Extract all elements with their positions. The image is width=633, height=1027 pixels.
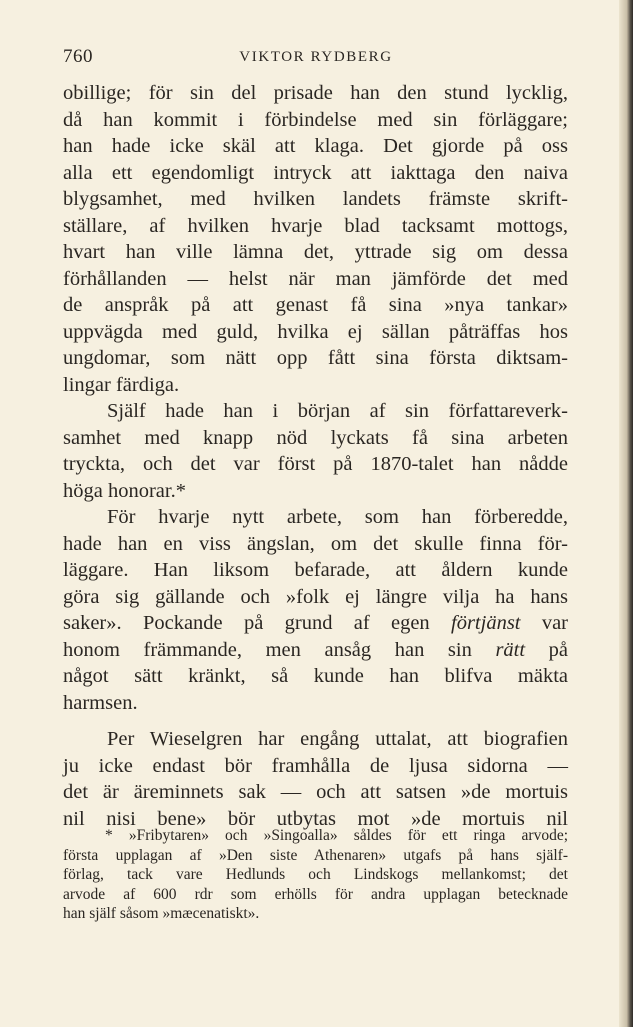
page-number: 760 xyxy=(63,46,93,67)
text-line: blygsamhet, med hvilken landets främste skrift- xyxy=(63,188,568,210)
text-line: det är äreminnets sak — och att satsen »de mortuis xyxy=(63,781,568,803)
footnote-line: han själf såsom »mæcenatiskt». xyxy=(63,905,260,922)
text-line: Per Wieselgren har engång uttalat, att biografien xyxy=(107,728,568,750)
page-edge xyxy=(619,0,633,1027)
text-line: då han kommit i förbindelse med sin förläggare; xyxy=(63,108,568,131)
text-line xyxy=(63,637,568,664)
text-line: lingar färdiga. xyxy=(63,373,180,396)
text-line: samhet med knapp nöd lyckats få sina arbeten xyxy=(63,426,568,449)
text-line: alla ett egendomligt intryck att iakttaga den naiva xyxy=(63,161,568,184)
text-line: förhållanden — helst när man jämförde det med xyxy=(63,267,568,290)
text-line: För hvarje nytt arbete, som han förberedde, xyxy=(107,506,568,528)
text-line: göra sig gällande och »folk ej längre vilja ha hans xyxy=(63,585,568,608)
body-text xyxy=(63,80,568,832)
text-line: hade han en viss ängslan, om det skulle finna för- xyxy=(63,532,568,555)
text-line: ungdomar, som nätt opp fått sina första diktsam- xyxy=(63,347,568,369)
text-line: ju icke endast bör framhålla de ljusa sidorna — xyxy=(63,754,568,777)
text-line: Själf hade han i början af sin författareverk- xyxy=(107,400,568,422)
text-line: hvart han ville lämna det, yttrade sig om dessa xyxy=(63,241,568,263)
footnote xyxy=(63,826,568,924)
italic-word: förtjänst xyxy=(451,612,521,634)
footnote-line: * »Fribytaren» och »Singoalla» såldes för ett ringa arvode; xyxy=(105,827,568,844)
text-line: tryckta, och det var först på 1870-talet han nådde xyxy=(63,453,568,475)
text-line: han hade icke skäl att klaga. Det gjorde på oss xyxy=(63,135,568,157)
footnote-line: förlag, tack vare Hedlunds och Lindskogs mellankomst; det xyxy=(63,866,568,883)
text-line: uppvägda med guld, hvilka ej sällan påträffas hos xyxy=(63,320,568,343)
text-segment: saker». Pockande på grund af egen xyxy=(63,612,451,634)
text-line: de anspråk på att genast få sina »nya tankar» xyxy=(63,294,568,316)
text-line: harmsen. xyxy=(63,691,138,714)
running-head xyxy=(63,46,569,68)
italic-word: rätt xyxy=(495,638,526,661)
text-segment: var xyxy=(520,612,568,634)
text-line: läggare. Han liksom befarade, att åldern kunde xyxy=(63,559,568,581)
footnote-line: första upplagan af »Den siste Athenaren» utgafs på hans själf- xyxy=(63,846,568,864)
text-line: något sätt kränkt, så kunde han blifva mäkta xyxy=(63,665,568,687)
text-segment: på xyxy=(525,638,568,661)
text-line: nil nisi bene» bör utbytas mot »de mortuis nil xyxy=(63,807,568,830)
footnote-line: arvode af 600 rdr som erhölls för andra upplagan betecknade xyxy=(63,885,568,903)
text-line xyxy=(63,610,568,637)
text-segment: honom främmande, men ansåg han sin xyxy=(63,638,496,661)
running-title: VIKTOR RYDBERG xyxy=(239,49,393,65)
text-line: obillige; för sin del prisade han den stund lycklig, xyxy=(63,82,568,104)
text-line: höga honorar.* xyxy=(63,479,186,502)
text-line: ställare, af hvilken hvarje blad tacksamt mottogs, xyxy=(63,214,568,237)
